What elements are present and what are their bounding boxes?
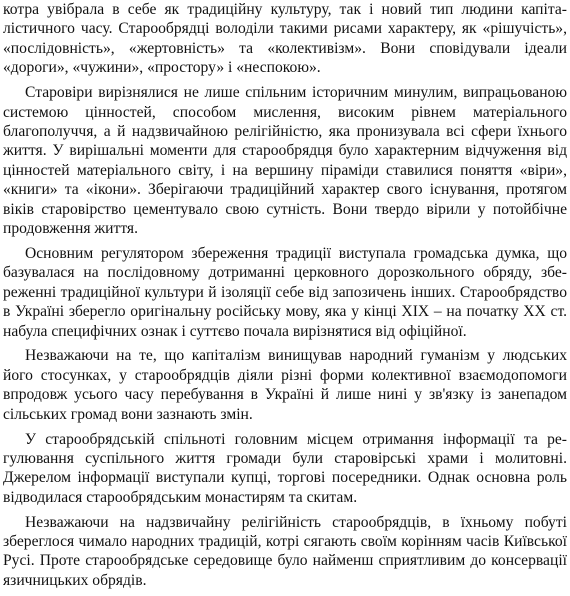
- paragraph-2: Старовіри вирізнялися не лише спільним історичним минулим, випрацьованою системою цінностей, способом мислення, високим рівнем матеріального благополуччя, а й надзвичайною релігійністю, яка пронизувала всі сфери їхнього життя. У вирішальні моменти для старообрядця було характерним відчуження від цінностей матеріального світу, і на вершину піраміди ставилися поняття «віри», «книги» та «ікони». Зберігаючи традиційний характер свого існування, протягом віків старовірство цементувало свою сутність. Вони твердо вірили у потойбічне продовження життя.: [3, 84, 567, 237]
- paragraph-4: Незважаючи на те, що капіталізм винищував народний гуманізм у людських його стосунках, у старообрядців діяли різні форми колективної взаємодопомоги впродовж усього часу перебування в Україні й лише нині у зв'язку із занепадом сільських громад вони зазнають змін.: [3, 347, 567, 423]
- paragraph-3: Основним регулятором збереження традиції виступала громадська думка, що базувалася на послідовному дотриманні церковного дорозкольного обряду, збереженні традиційної культури й ізоляції себе від запозичень інших. Старообрядство в Україні зберегло оригінальну російську мову, яка у кінці XIX – на початку XX ст. набула специфічних ознак і суттєво почала вирізнятися від офіційної.: [3, 244, 567, 340]
- document-page: [3, 0, 567, 596]
- paragraph-6: Незважаючи на надзвичайну релігійність старообрядців, в їхньому побуті збереглося чимало народних традицій, котрі сягають своїм корінням часів Київської Русі. Проте старообрядське середовище було найменш сприятливим до консервації язичницьких обрядів.: [3, 513, 567, 589]
- paragraph-1: котра увібрала в себе як традиційну культуру, так і новий тип людини капіталістичного часу. Старообрядці володіли такими рисами характеру, як «рішучість», «послідовність», «жертовність» та «колективізм». Вони сповідували ідеали «дороги», «чужини», «простору» і «неспокою».: [3, 1, 567, 77]
- paragraph-5: У старообрядській спільноті головним місцем отримання інформації та регулювання суспільного життя громади були старовірські храми і молитовні. Джерелом інформації виступали купці, торгові посередники. Однак основна роль відводилася старообрядським монастирям та скитам.: [3, 430, 567, 506]
